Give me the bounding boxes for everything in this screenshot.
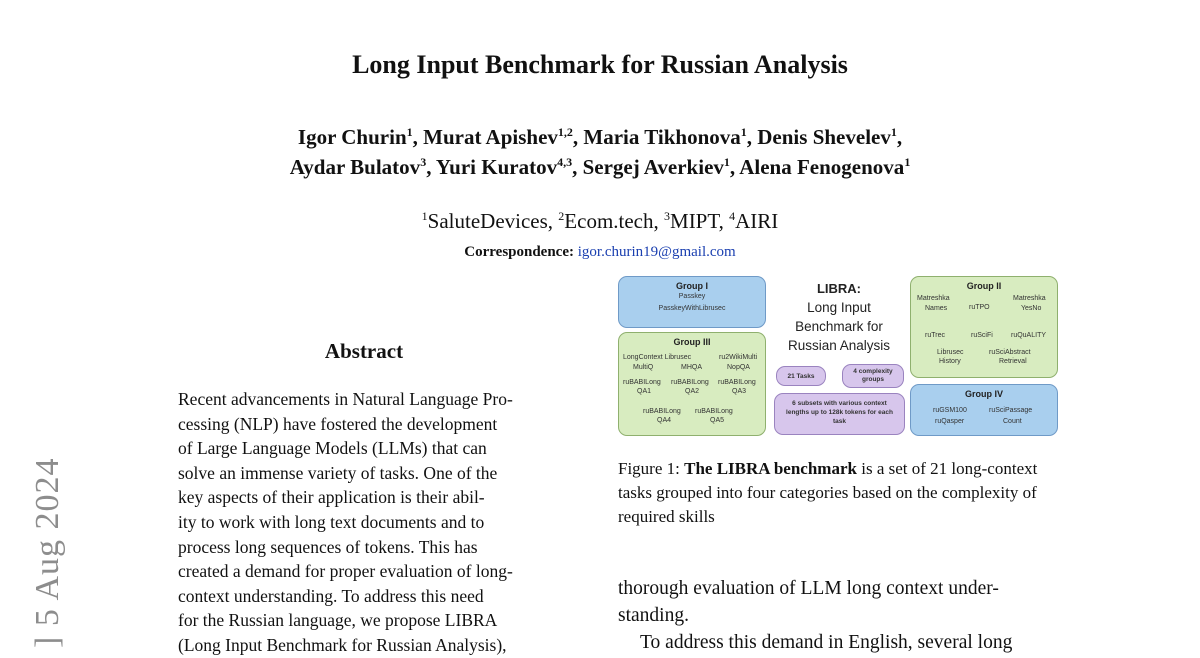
figure-libra-diagram: [618, 276, 1060, 436]
task-label: QA5: [710, 417, 725, 424]
group-1-box: [618, 276, 766, 328]
abstract-line: for the Russian language, we propose LIBRA: [178, 610, 498, 631]
abstract-text: [178, 387, 550, 658]
author-separator: ,: [896, 125, 903, 149]
author-affiliation-mark: 1: [904, 155, 911, 169]
group-title: Group II: [966, 281, 1002, 291]
author-name: Alena Fenogenova: [739, 155, 905, 179]
affiliation-mark: 2: [558, 209, 565, 223]
affiliation-list: [0, 206, 1200, 236]
figure-caption: [618, 457, 1060, 529]
task-label: ruSciAbstract: [989, 349, 1031, 356]
subsets-label: 6 subsets with various context lengths up to 128k tokens for each task: [786, 400, 893, 425]
task-label: Matreshka: [1013, 295, 1046, 302]
task-label: QA1: [637, 388, 652, 395]
author-affiliation-mark: 1: [723, 155, 730, 169]
abstract-line: (Long Input Benchmark for Russian Analysis),: [178, 634, 507, 655]
affiliation-separator: ,: [547, 209, 559, 233]
author-affiliation-mark: 1,2: [557, 125, 573, 139]
author-name: Yuri Kuratov: [435, 155, 558, 179]
task-label: QA3: [732, 388, 747, 395]
paper-title: Long Input Benchmark for Russian Analysis: [352, 50, 848, 79]
task-label: ruQuALITY: [1011, 332, 1047, 339]
task-label: ruBABILong: [643, 408, 681, 415]
affiliation-name: MIPT: [670, 209, 719, 233]
author-name: Igor Churin: [297, 125, 407, 149]
abstract-line: key aspects of their application is their abil-: [178, 487, 485, 508]
abstract-line: of Large Language Models (LLMs) that can: [178, 438, 487, 459]
group-title: Group IV: [965, 389, 1003, 399]
affiliation-separator: ,: [718, 209, 730, 233]
caption-prefix: Figure 1:: [618, 459, 685, 478]
abstract-heading: Abstract: [324, 339, 404, 363]
author-line-1: [0, 122, 1200, 152]
author-list: [0, 122, 1200, 182]
author-separator: ,: [572, 155, 583, 179]
task-label: PasskeyWithLibrusec: [658, 305, 726, 312]
group-title: Group I: [676, 281, 708, 291]
complexity-groups-label: 4 complexity groups: [853, 368, 893, 383]
task-label: LongContext Librusec: [623, 354, 692, 361]
task-label: QA2: [685, 388, 700, 395]
task-label: ruGSM100: [933, 407, 967, 414]
group-2-box: [910, 276, 1058, 378]
complexity-groups-box: [842, 364, 904, 388]
task-label: Matreshka: [917, 295, 950, 302]
author-name: Denis Shevelev: [757, 125, 891, 149]
author-affiliation-mark: 1: [406, 125, 413, 139]
libra-title-line: Russian Analysis: [787, 338, 891, 353]
affiliation-mark: 3: [664, 209, 671, 223]
abstract-line: cessing (NLP) have fostered the development: [178, 413, 498, 434]
affiliation-mark: 4: [729, 209, 736, 223]
abstract-line: created a demand for proper evaluation of long-: [178, 561, 513, 582]
affiliation-name: Ecom.tech: [564, 209, 654, 233]
task-label: ru2WikiMulti: [719, 354, 758, 361]
arxiv-side-label: ] 5 Aug 2024: [29, 457, 66, 648]
group-4-box: [910, 384, 1058, 436]
task-label: Names: [925, 305, 948, 312]
task-label: Passkey: [678, 293, 706, 300]
caption-bold: The LIBRA benchmark: [684, 459, 857, 478]
correspondence-email-link[interactable]: igor.churin19@gmail.com: [577, 244, 736, 260]
task-label: MultiQ: [633, 364, 654, 371]
body-line: standing.: [618, 605, 689, 626]
task-label: Retrieval: [999, 358, 1027, 365]
author-separator: ,: [412, 125, 424, 149]
abstract-line: ity to work with long text documents and to: [178, 511, 485, 532]
task-label: ruSciFi: [971, 332, 993, 339]
task-label: YesNo: [1021, 305, 1042, 312]
author-separator: ,: [729, 155, 740, 179]
abstract-line: context understanding. To address this need: [178, 585, 484, 606]
libra-title-line: Long Input: [807, 300, 871, 315]
abstract-line: solve an immense variety of tasks. One of the: [178, 462, 498, 483]
author-separator: ,: [426, 155, 436, 179]
affiliation-mark: 1: [421, 209, 428, 223]
author-name: Sergej Averkiev: [582, 155, 724, 179]
task-label: ruBABILong: [671, 379, 709, 386]
task-label: History: [939, 358, 961, 365]
task-label: QA4: [657, 417, 672, 424]
author-separator: ,: [572, 125, 584, 149]
correspondence-line: [0, 241, 1200, 263]
affiliation-name: AIRI: [735, 209, 779, 233]
abstract-line: process long sequences of tokens. This has: [178, 536, 478, 557]
task-label: Count: [1003, 418, 1022, 425]
author-affiliation-mark: 1: [740, 125, 747, 139]
affiliation-separator: ,: [653, 209, 665, 233]
author-affiliation-mark: 1: [890, 125, 897, 139]
author-name: Aydar Bulatov: [289, 155, 421, 179]
group-title: Group III: [673, 337, 711, 347]
caption-rest: is a set of 21 long-context tasks grouped into four categories based on the complexity of required skills: [618, 459, 1038, 526]
author-affiliation-mark: 4,3: [557, 155, 573, 169]
task-label: ruTPO: [969, 304, 990, 311]
body-line: thorough evaluation of LLM long context under-: [618, 578, 999, 599]
task-label: NopQA: [727, 364, 750, 371]
task-label: Librusec: [937, 349, 964, 356]
group-3-box: [618, 332, 766, 436]
task-label: ruQasper: [935, 418, 965, 425]
subsets-box: [774, 393, 905, 435]
task-label: ruSciPassage: [989, 407, 1033, 414]
author-line-2: [0, 152, 1200, 182]
task-label: ruTrec: [925, 332, 945, 339]
correspondence-label: Correspondence:: [464, 244, 574, 260]
task-label: ruBABILong: [623, 379, 661, 386]
affiliation-name: SaluteDevices: [427, 209, 548, 233]
author-affiliation-mark: 3: [420, 155, 427, 169]
task-label: MHQA: [681, 364, 702, 371]
body-text: [618, 575, 1060, 656]
body-line: To address this demand in English, several long: [640, 632, 1013, 653]
author-name: Murat Apishev: [423, 125, 558, 149]
libra-title-line: LIBRA:: [816, 281, 862, 296]
tasks-count-box: [776, 366, 826, 386]
author-separator: ,: [746, 125, 758, 149]
libra-title: [774, 279, 904, 355]
tasks-count-label: 21 Tasks: [787, 373, 815, 380]
libra-title-line: Benchmark for: [795, 319, 883, 334]
task-label: ruBABILong: [695, 408, 733, 415]
author-name: Maria Tikhonova: [583, 125, 741, 149]
abstract-line: Recent advancements in Natural Language Pro-: [178, 389, 513, 409]
task-label: ruBABILong: [718, 379, 756, 386]
